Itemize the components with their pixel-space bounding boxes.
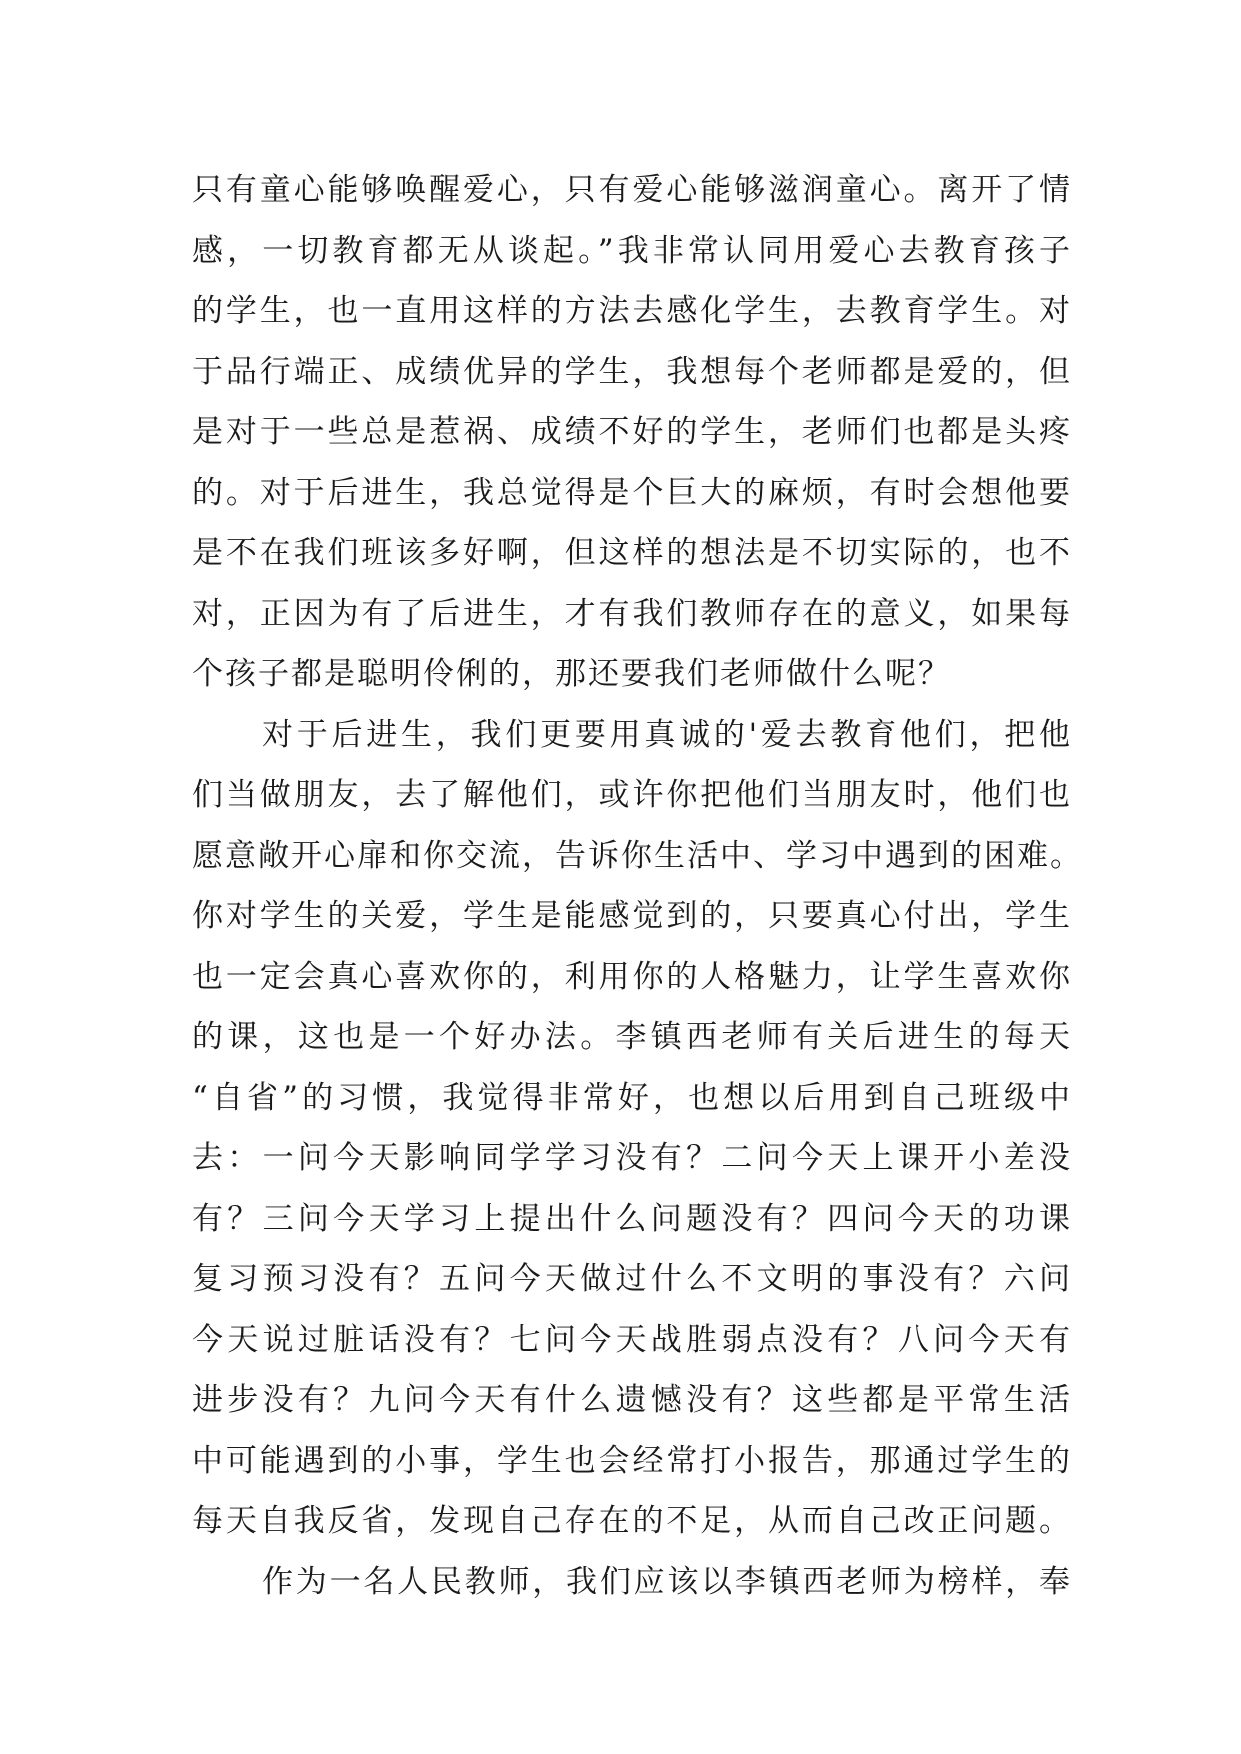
text-line: 中可能遇到的小事，学生也会经常打小报告，那通过学生的 (192, 1442, 1072, 1479)
text-line: 复习预习没有？五问今天做过什么不文明的事没有？六问 (192, 1261, 1072, 1297)
text-line: 对于后进生，我们更要用真诚的'爱去教育他们，把他 (262, 716, 1072, 753)
text-line: “自省”的习惯，我觉得非常好，也想以后用到自己班级中 (192, 1079, 1072, 1116)
body-text (192, 160, 1083, 1612)
text-line: 的课，这也是一个好办法。李镇西老师有关后进生的每天 (192, 1019, 1072, 1055)
text-line: 愿意敞开心扉和你交流，告诉你生活中、学习中遇到的困难。 (192, 837, 1083, 874)
text-line: 于品行端正、成绩优异的学生，我想每个老师都是爱的，但 (192, 353, 1072, 390)
text-line: 是对于一些总是惹祸、成绩不好的学生，老师们也都是头疼 (192, 414, 1072, 450)
text-line: 们当做朋友，去了解他们，或许你把他们当朋友时，他们也 (192, 777, 1072, 813)
text-line: 进步没有？九问今天有什么遗憾没有？这些都是平常生活 (192, 1382, 1072, 1418)
text-line: 的。对于后进生，我总觉得是个巨大的麻烦，有时会想他要 (192, 474, 1072, 511)
text-line: 去：一问今天影响同学学习没有？二问今天上课开小差没 (192, 1140, 1072, 1176)
text-line: 只有童心能够唤醒爱心，只有爱心能够滋润童心。离开了情 (192, 172, 1072, 208)
text-line: 作为一名人民教师，我们应该以李镇西老师为榜样，奉 (262, 1563, 1072, 1600)
text-line: 的学生，也一直用这样的方法去感化学生，去教育学生。对 (192, 293, 1072, 329)
text-line: 感，一切教育都无从谈起。”我非常认同用爱心去教育孩子 (192, 232, 1072, 269)
text-line: 你对学生的关爱，学生是能感觉到的，只要真心付出，学生 (192, 898, 1072, 934)
text-line: 个孩子都是聪明伶俐的，那还要我们老师做什么呢？ (192, 656, 951, 692)
paragraph (192, 160, 1072, 705)
paragraph (192, 1552, 1072, 1613)
text-line: 每天自我反省，发现自己存在的不足，从而自己改正问题。 (192, 1503, 1072, 1539)
text-line: 是不在我们班该多好啊，但这样的想法是不切实际的，也不 (192, 535, 1072, 571)
text-line: 也一定会真心喜欢你的，利用你的人格魅力，让学生喜欢你 (192, 958, 1072, 995)
paragraph (192, 705, 1083, 1552)
text-line: 有？三问今天学习上提出什么问题没有？四问今天的功课 (192, 1200, 1072, 1237)
text-line: 对，正因为有了后进生，才有我们教师存在的意义，如果每 (192, 595, 1072, 632)
text-line: 今天说过脏话没有？七问今天战胜弱点没有？八问今天有 (192, 1321, 1072, 1358)
